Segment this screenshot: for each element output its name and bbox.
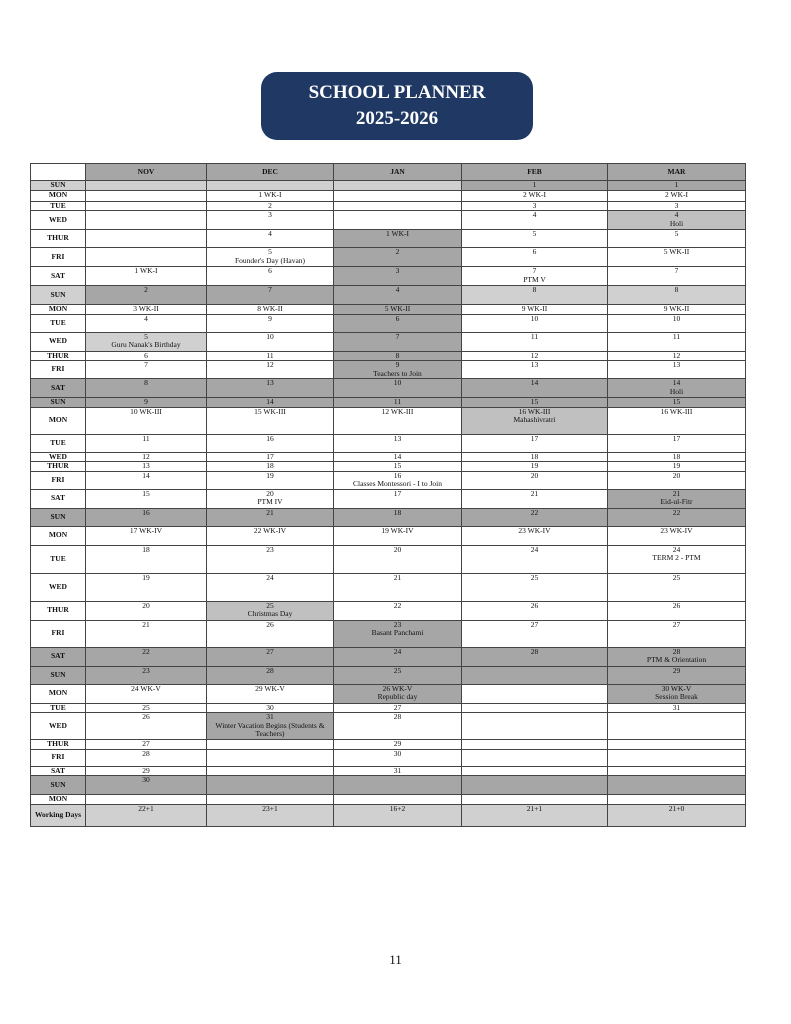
date-cell-nov: 25	[86, 703, 207, 713]
date-cell-dec: 23	[207, 545, 334, 573]
date-cell-feb: 27	[462, 620, 608, 647]
month-header-dec: DEC	[207, 164, 334, 181]
day-label: TUE	[31, 545, 86, 573]
date-cell-mar	[608, 776, 746, 795]
date-cell-mar: 8	[608, 286, 746, 305]
date-cell-mar: 18	[608, 452, 746, 462]
date-cell-dec: 22 WK-IV	[207, 526, 334, 545]
date-cell-mar: 28 PTM & Orientation	[608, 647, 746, 666]
day-label: SAT	[31, 766, 86, 776]
date-cell-feb: 6	[462, 248, 608, 267]
date-cell-jan: 9 Teachers to Join	[334, 361, 462, 379]
date-cell-feb: 9 WK-II	[462, 305, 608, 315]
date-cell-dec: 30	[207, 703, 334, 713]
date-cell-jan: 12 WK-III	[334, 407, 462, 434]
date-cell-feb: 17	[462, 434, 608, 452]
planner-row	[31, 749, 746, 766]
date-cell-mar	[608, 795, 746, 805]
date-cell-nov: 5 Guru Nanak's Birthday	[86, 332, 207, 351]
date-cell-mar: 11	[608, 332, 746, 351]
date-cell-jan: 4	[334, 286, 462, 305]
day-label: WED	[31, 713, 86, 740]
date-cell-dec: 10	[207, 332, 334, 351]
date-cell-nov	[86, 201, 207, 211]
date-cell-dec	[207, 795, 334, 805]
date-cell-feb	[462, 713, 608, 740]
date-cell-jan: 16 Classes Montessori - I to Join	[334, 471, 462, 489]
planner-row	[31, 526, 746, 545]
day-label: MON	[31, 305, 86, 315]
planner-row	[31, 190, 746, 201]
date-cell-nov: 27	[86, 740, 207, 750]
day-label: MON	[31, 684, 86, 703]
day-label: MON	[31, 190, 86, 201]
date-cell-dec: 27	[207, 647, 334, 666]
date-cell-jan: 7	[334, 332, 462, 351]
date-cell-dec: 3	[207, 211, 334, 230]
date-cell-feb: 23 WK-IV	[462, 526, 608, 545]
day-label: SAT	[31, 647, 86, 666]
date-cell-feb: 12	[462, 351, 608, 361]
date-cell-nov	[86, 795, 207, 805]
date-cell-dec: 24	[207, 573, 334, 601]
date-cell-dec: 17	[207, 452, 334, 462]
date-cell-mar: 7	[608, 267, 746, 286]
planner-row	[31, 804, 746, 826]
planner-row	[31, 305, 746, 315]
month-header-mar: MAR	[608, 164, 746, 181]
date-cell-jan: 10	[334, 379, 462, 398]
date-cell-feb: 7 PTM V	[462, 267, 608, 286]
date-cell-dec	[207, 740, 334, 750]
date-cell-feb	[462, 749, 608, 766]
date-cell-nov: 30	[86, 776, 207, 795]
planner-row	[31, 489, 746, 508]
date-cell-jan: 3	[334, 267, 462, 286]
planner-row	[31, 379, 746, 398]
date-cell-dec: 5 Founder's Day (Havan)	[207, 248, 334, 267]
day-label: TUE	[31, 703, 86, 713]
planner-title: SCHOOL PLANNER	[308, 82, 486, 103]
date-cell-jan	[334, 190, 462, 201]
date-cell-feb: 19	[462, 462, 608, 472]
planner-row	[31, 666, 746, 684]
date-cell-feb	[462, 703, 608, 713]
date-cell-feb: 15	[462, 398, 608, 408]
date-cell-jan: 20	[334, 545, 462, 573]
date-cell-mar: 14 Holi	[608, 379, 746, 398]
date-cell-mar: 25	[608, 573, 746, 601]
planner-row	[31, 267, 746, 286]
date-cell-jan: 31	[334, 766, 462, 776]
date-cell-nov: 20	[86, 601, 207, 620]
date-cell-nov: 11	[86, 434, 207, 452]
date-cell-jan: 21	[334, 573, 462, 601]
planner-year: 2025-2026	[355, 108, 439, 129]
date-cell-nov: 14	[86, 471, 207, 489]
planner-row	[31, 713, 746, 740]
day-label: TUE	[31, 314, 86, 332]
date-cell-dec: 25 Christmas Day	[207, 601, 334, 620]
planner-row	[31, 620, 746, 647]
date-cell-mar: 17	[608, 434, 746, 452]
date-cell-feb: 8	[462, 286, 608, 305]
date-cell-feb: 26	[462, 601, 608, 620]
day-label: FRI	[31, 749, 86, 766]
date-cell-dec: 19	[207, 471, 334, 489]
day-label: WED	[31, 452, 86, 462]
date-cell-nov: 24 WK-V	[86, 684, 207, 703]
date-cell-nov: 1 WK-I	[86, 267, 207, 286]
date-cell-mar: 23 WK-IV	[608, 526, 746, 545]
date-cell-feb	[462, 666, 608, 684]
date-cell-dec: 28	[207, 666, 334, 684]
date-cell-nov: 13	[86, 462, 207, 472]
date-cell-mar: 13	[608, 361, 746, 379]
date-cell-nov: 22+1	[86, 804, 207, 826]
date-cell-nov: 18	[86, 545, 207, 573]
date-cell-jan: 5 WK-II	[334, 305, 462, 315]
date-cell-dec: 13	[207, 379, 334, 398]
day-label: MON	[31, 795, 86, 805]
day-label: SUN	[31, 181, 86, 191]
date-cell-feb: 13	[462, 361, 608, 379]
date-cell-dec: 11	[207, 351, 334, 361]
date-cell-jan: 6	[334, 314, 462, 332]
planner-row	[31, 201, 746, 211]
date-cell-dec	[207, 776, 334, 795]
day-label: THUR	[31, 462, 86, 472]
date-cell-nov: 19	[86, 573, 207, 601]
date-cell-mar: 5 WK-II	[608, 248, 746, 267]
day-label: WED	[31, 332, 86, 351]
date-cell-dec: 20 PTM IV	[207, 489, 334, 508]
date-cell-feb: 4	[462, 211, 608, 230]
date-cell-feb: 21	[462, 489, 608, 508]
day-label: THUR	[31, 740, 86, 750]
date-cell-nov	[86, 190, 207, 201]
date-cell-feb: 28	[462, 647, 608, 666]
date-cell-mar: 3	[608, 201, 746, 211]
day-label: FRI	[31, 620, 86, 647]
planner-row	[31, 286, 746, 305]
date-cell-jan: 11	[334, 398, 462, 408]
date-cell-dec: 9	[207, 314, 334, 332]
date-cell-nov: 12	[86, 452, 207, 462]
date-cell-mar: 20	[608, 471, 746, 489]
planner-row	[31, 508, 746, 526]
month-header-jan: JAN	[334, 164, 462, 181]
date-cell-nov: 2	[86, 286, 207, 305]
date-cell-mar: 12	[608, 351, 746, 361]
date-cell-nov	[86, 211, 207, 230]
date-cell-dec: 12	[207, 361, 334, 379]
day-label: SUN	[31, 666, 86, 684]
day-label: THUR	[31, 351, 86, 361]
date-cell-dec: 6	[207, 267, 334, 286]
date-cell-feb: 24	[462, 545, 608, 573]
date-cell-dec: 15 WK-III	[207, 407, 334, 434]
date-cell-nov: 21	[86, 620, 207, 647]
date-cell-mar: 26	[608, 601, 746, 620]
date-cell-jan: 19 WK-IV	[334, 526, 462, 545]
planner-row	[31, 684, 746, 703]
date-cell-feb: 25	[462, 573, 608, 601]
header-corner	[31, 164, 86, 181]
date-cell-feb	[462, 684, 608, 703]
date-cell-jan: 23 Basant Panchami	[334, 620, 462, 647]
date-cell-dec: 8 WK-II	[207, 305, 334, 315]
date-cell-nov: 23	[86, 666, 207, 684]
date-cell-mar	[608, 766, 746, 776]
date-cell-jan: 17	[334, 489, 462, 508]
date-cell-dec: 4	[207, 230, 334, 248]
date-cell-mar: 9 WK-II	[608, 305, 746, 315]
date-cell-jan: 14	[334, 452, 462, 462]
planner-row	[31, 766, 746, 776]
date-cell-feb: 10	[462, 314, 608, 332]
date-cell-mar: 27	[608, 620, 746, 647]
planner-row	[31, 601, 746, 620]
date-cell-dec	[207, 766, 334, 776]
date-cell-mar: 21+0	[608, 804, 746, 826]
date-cell-jan: 16+2	[334, 804, 462, 826]
date-cell-feb: 2 WK-I	[462, 190, 608, 201]
planner-body	[31, 181, 746, 827]
day-label: SUN	[31, 286, 86, 305]
day-label: TUE	[31, 201, 86, 211]
date-cell-jan: 1 WK-I	[334, 230, 462, 248]
planner-row	[31, 181, 746, 191]
date-cell-nov	[86, 181, 207, 191]
day-label: SAT	[31, 379, 86, 398]
date-cell-feb	[462, 740, 608, 750]
date-cell-dec: 1 WK-I	[207, 190, 334, 201]
date-cell-feb	[462, 766, 608, 776]
planner-row	[31, 795, 746, 805]
day-label: WED	[31, 211, 86, 230]
date-cell-feb: 14	[462, 379, 608, 398]
planner-row	[31, 740, 746, 750]
month-header-feb: FEB	[462, 164, 608, 181]
date-cell-feb	[462, 795, 608, 805]
date-cell-jan: 29	[334, 740, 462, 750]
date-cell-mar: 29	[608, 666, 746, 684]
date-cell-nov: 7	[86, 361, 207, 379]
day-label: FRI	[31, 471, 86, 489]
date-cell-nov: 15	[86, 489, 207, 508]
date-cell-jan: 8	[334, 351, 462, 361]
date-cell-mar: 10	[608, 314, 746, 332]
date-cell-nov: 10 WK-III	[86, 407, 207, 434]
date-cell-jan: 27	[334, 703, 462, 713]
date-cell-jan: 24	[334, 647, 462, 666]
planner-row	[31, 471, 746, 489]
date-cell-nov: 22	[86, 647, 207, 666]
date-cell-nov: 28	[86, 749, 207, 766]
planner-row	[31, 434, 746, 452]
date-cell-feb: 20	[462, 471, 608, 489]
date-cell-mar: 31	[608, 703, 746, 713]
day-label: SAT	[31, 267, 86, 286]
date-cell-feb: 5	[462, 230, 608, 248]
planner-row	[31, 230, 746, 248]
planner-row	[31, 545, 746, 573]
planner-row	[31, 351, 746, 361]
date-cell-mar	[608, 713, 746, 740]
date-cell-jan	[334, 201, 462, 211]
date-cell-feb: 22	[462, 508, 608, 526]
date-cell-mar: 19	[608, 462, 746, 472]
date-cell-jan: 30	[334, 749, 462, 766]
month-header-row	[31, 164, 746, 181]
date-cell-nov: 6	[86, 351, 207, 361]
planner-row	[31, 248, 746, 267]
day-label: THUR	[31, 230, 86, 248]
date-cell-nov: 17 WK-IV	[86, 526, 207, 545]
date-cell-dec: 31 Winter Vacation Begins (Students & Teachers)	[207, 713, 334, 740]
date-cell-nov: 9	[86, 398, 207, 408]
date-cell-mar: 24 TERM 2 - PTM	[608, 545, 746, 573]
date-cell-jan: 28	[334, 713, 462, 740]
date-cell-mar: 30 WK-V Session Break	[608, 684, 746, 703]
date-cell-jan: 15	[334, 462, 462, 472]
date-cell-dec: 29 WK-V	[207, 684, 334, 703]
date-cell-jan	[334, 776, 462, 795]
date-cell-dec: 16	[207, 434, 334, 452]
date-cell-nov: 16	[86, 508, 207, 526]
date-cell-dec	[207, 181, 334, 191]
date-cell-mar: 5	[608, 230, 746, 248]
date-cell-dec: 18	[207, 462, 334, 472]
planner-row	[31, 573, 746, 601]
date-cell-nov: 29	[86, 766, 207, 776]
date-cell-feb	[462, 776, 608, 795]
date-cell-mar: 15	[608, 398, 746, 408]
date-cell-dec: 21	[207, 508, 334, 526]
date-cell-nov: 4	[86, 314, 207, 332]
day-label: WED	[31, 573, 86, 601]
date-cell-mar: 4 Holi	[608, 211, 746, 230]
date-cell-mar: 2 WK-I	[608, 190, 746, 201]
date-cell-jan: 2	[334, 248, 462, 267]
date-cell-jan: 22	[334, 601, 462, 620]
planner-row	[31, 361, 746, 379]
date-cell-nov: 26	[86, 713, 207, 740]
planner-row	[31, 647, 746, 666]
planner-title-banner	[261, 72, 533, 140]
day-label: SUN	[31, 398, 86, 408]
date-cell-feb: 18	[462, 452, 608, 462]
date-cell-jan	[334, 211, 462, 230]
planner-row	[31, 462, 746, 472]
date-cell-jan: 25	[334, 666, 462, 684]
day-label: SUN	[31, 508, 86, 526]
date-cell-dec: 26	[207, 620, 334, 647]
date-cell-dec: 2	[207, 201, 334, 211]
date-cell-feb: 3	[462, 201, 608, 211]
planner-row	[31, 407, 746, 434]
date-cell-jan	[334, 795, 462, 805]
date-cell-nov	[86, 248, 207, 267]
date-cell-dec: 7	[207, 286, 334, 305]
page-number: 11	[389, 952, 402, 967]
date-cell-feb: 16 WK-III Mahashivratri	[462, 407, 608, 434]
date-cell-mar: 22	[608, 508, 746, 526]
date-cell-mar: 16 WK-III	[608, 407, 746, 434]
date-cell-dec	[207, 749, 334, 766]
date-cell-nov: 3 WK-II	[86, 305, 207, 315]
date-cell-mar: 1	[608, 181, 746, 191]
planner-table	[30, 163, 746, 827]
date-cell-mar	[608, 749, 746, 766]
planner-row	[31, 776, 746, 795]
date-cell-nov: 8	[86, 379, 207, 398]
day-label: FRI	[31, 361, 86, 379]
date-cell-jan: 26 WK-V Republic day	[334, 684, 462, 703]
day-label: MON	[31, 407, 86, 434]
date-cell-feb: 11	[462, 332, 608, 351]
date-cell-mar: 21 Eid-ul-Fitr	[608, 489, 746, 508]
planner-row	[31, 332, 746, 351]
date-cell-jan: 18	[334, 508, 462, 526]
day-label: FRI	[31, 248, 86, 267]
date-cell-feb: 1	[462, 181, 608, 191]
planner-row	[31, 452, 746, 462]
date-cell-jan	[334, 181, 462, 191]
day-label: THUR	[31, 601, 86, 620]
date-cell-mar	[608, 740, 746, 750]
day-label: SUN	[31, 776, 86, 795]
day-label: SAT	[31, 489, 86, 508]
planner-row	[31, 398, 746, 408]
date-cell-dec: 23+1	[207, 804, 334, 826]
month-header-nov: NOV	[86, 164, 207, 181]
planner-row	[31, 314, 746, 332]
date-cell-dec: 14	[207, 398, 334, 408]
date-cell-nov	[86, 230, 207, 248]
date-cell-feb: 21+1	[462, 804, 608, 826]
date-cell-jan: 13	[334, 434, 462, 452]
day-label: MON	[31, 526, 86, 545]
day-label: TUE	[31, 434, 86, 452]
planner-row	[31, 703, 746, 713]
planner-row	[31, 211, 746, 230]
day-label: Working Days	[31, 804, 86, 826]
